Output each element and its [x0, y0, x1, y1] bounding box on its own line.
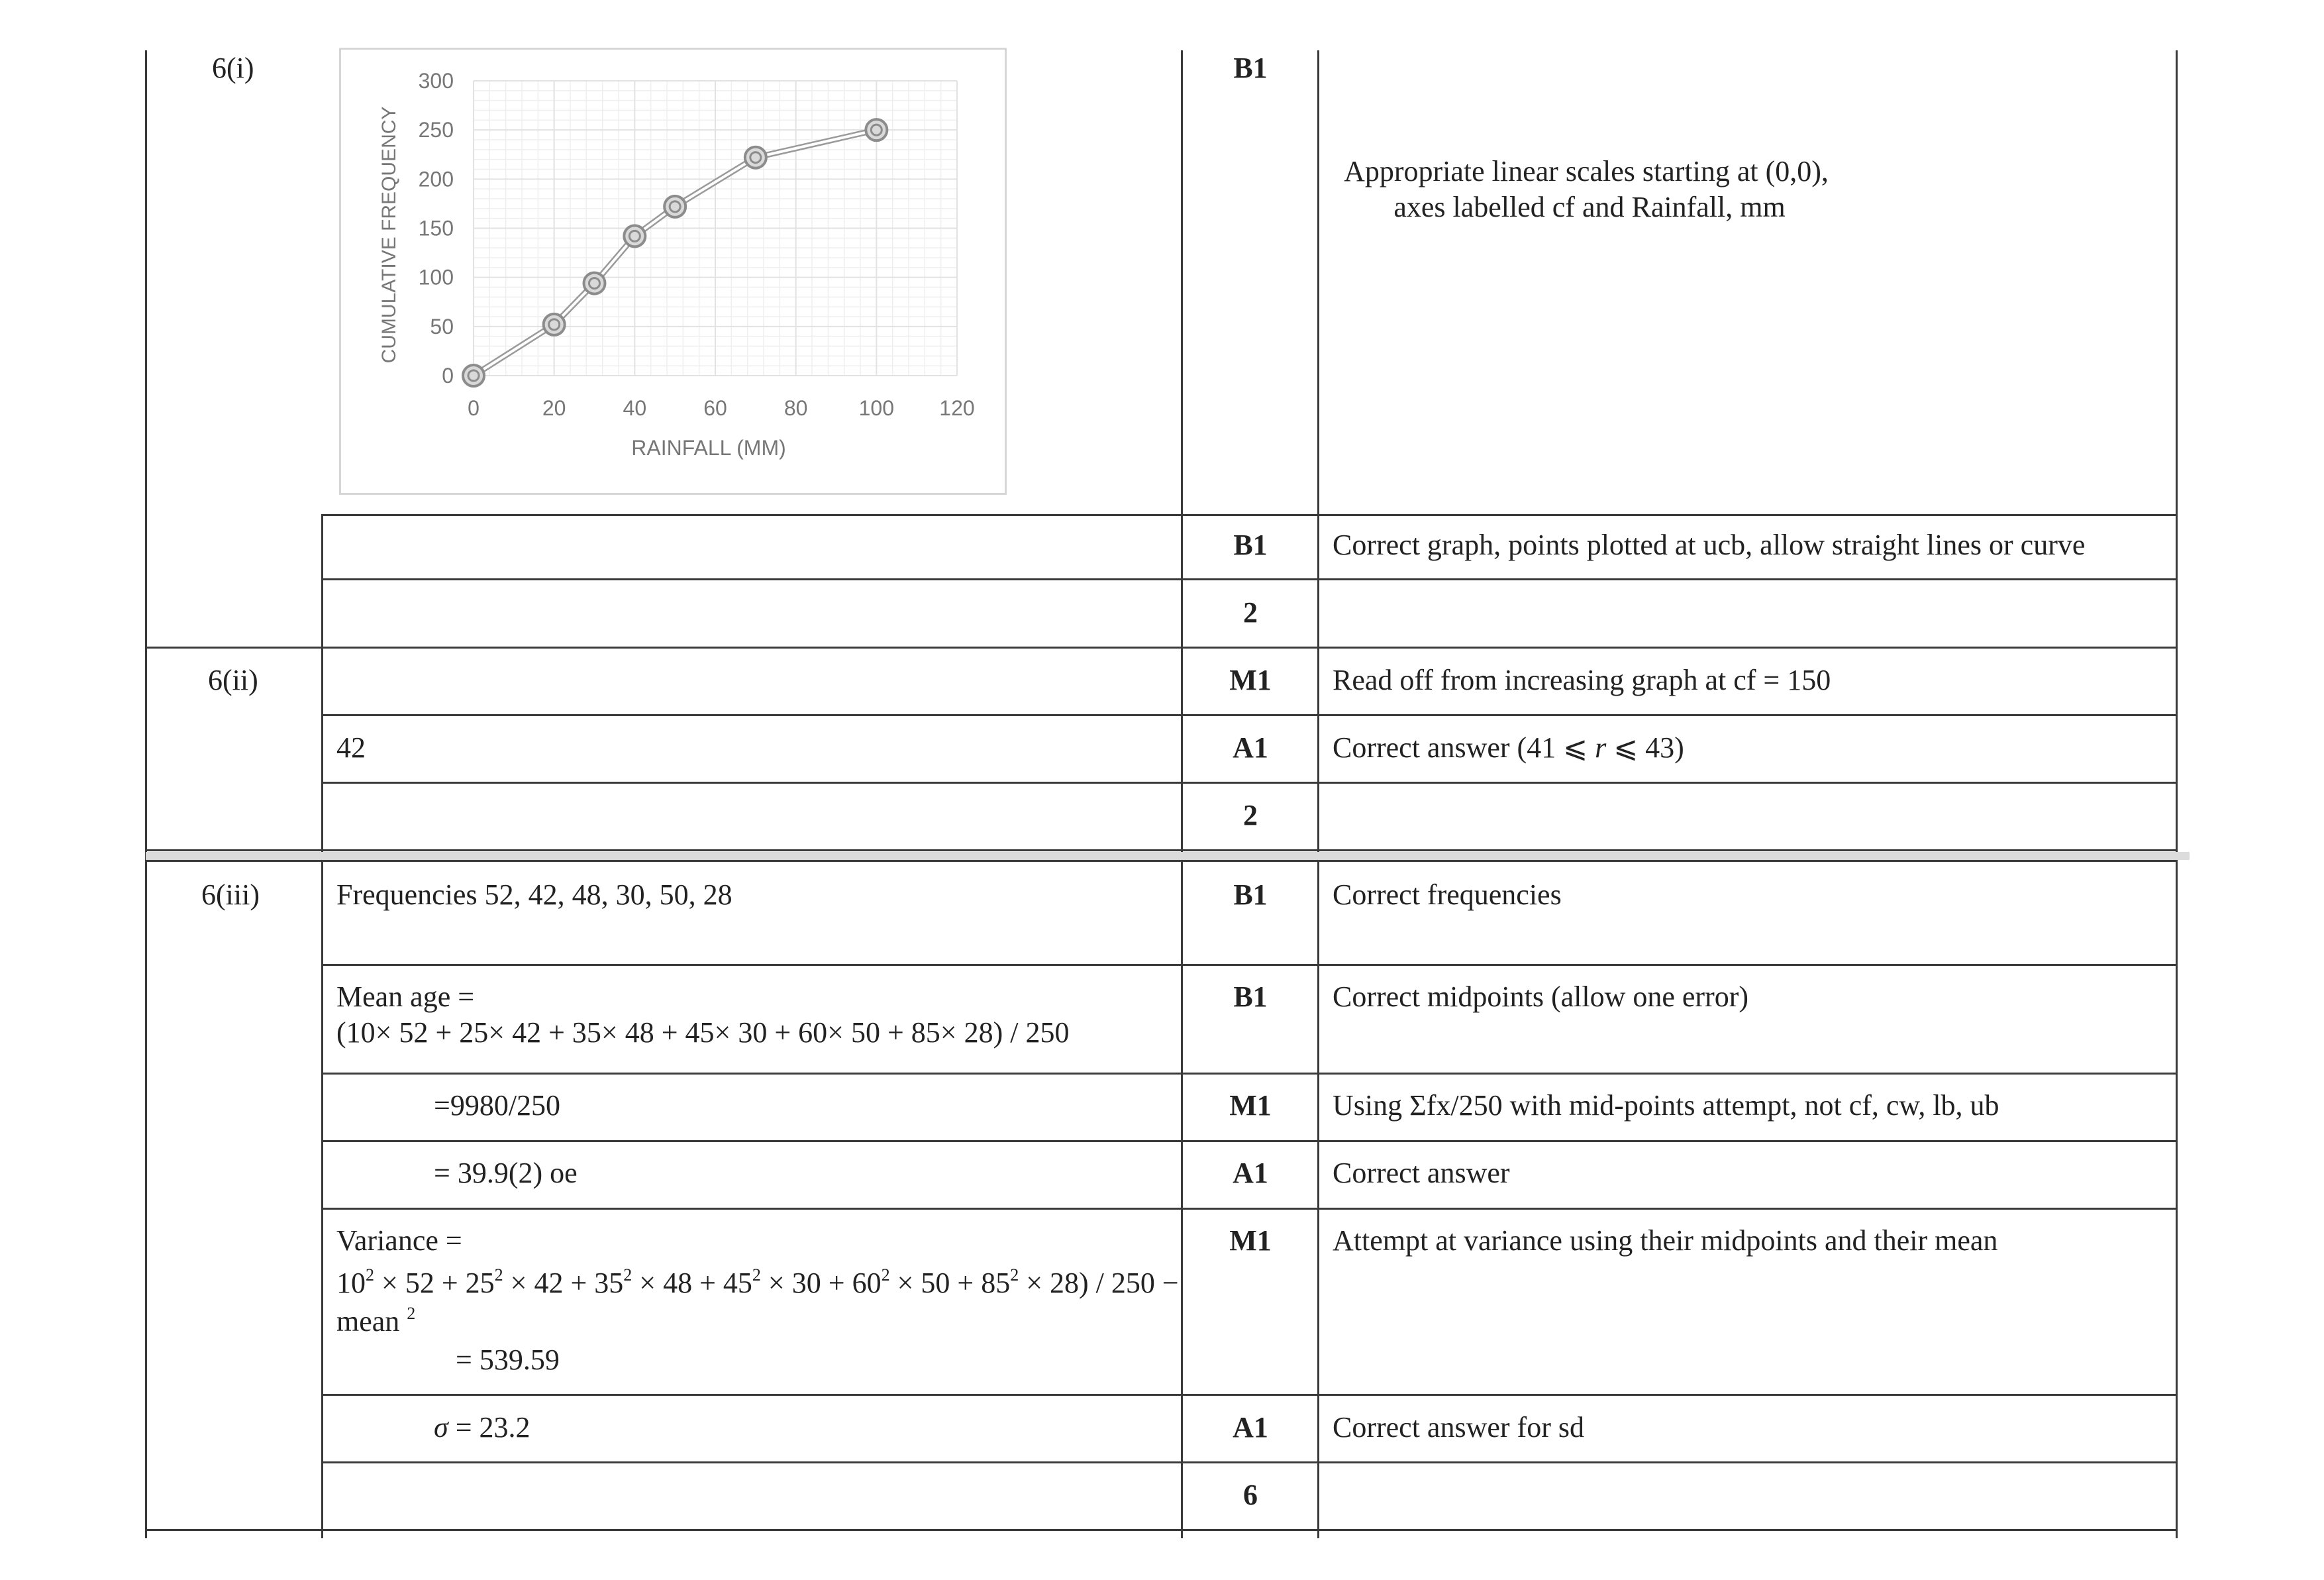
- table-border-question-col: [321, 515, 323, 1538]
- variance-term-tail: × 28) / 250 −: [1019, 1267, 1179, 1299]
- sd-value: = 23.2: [448, 1411, 530, 1444]
- variance-term-base: 10: [336, 1267, 366, 1299]
- mark-6i-1: B1: [1233, 52, 1268, 84]
- total-6ii: 2: [1243, 799, 1258, 831]
- answer-6iii-variance-value: = 539.59: [456, 1343, 560, 1376]
- comment-6ii-2-pre: Correct answer (41 ⩽: [1333, 731, 1595, 764]
- comment-6iii-3: Using Σfx/250 with mid-points attempt, not cf, cw, lb, ub: [1333, 1089, 1999, 1122]
- comment-6ii-2-post: ⩽ 43): [1606, 731, 1684, 764]
- comment-6ii-1: Read off from increasing graph at cf = 150: [1333, 664, 1831, 696]
- total-6i: 2: [1243, 596, 1258, 629]
- row-line-i-1: [321, 514, 2178, 516]
- mean-exponent: 2: [407, 1304, 416, 1323]
- variance-term-tail: × 30 +: [760, 1267, 852, 1299]
- mean-text: mean: [336, 1305, 400, 1338]
- answer-6iii-mean-expression: (10× 52 + 25× 42 + 35× 48 + 45× 30 + 60× 50 + 85× 28) / 250: [336, 1016, 1070, 1049]
- comment-6iii-1: Correct frequencies: [1333, 878, 1562, 911]
- chart-svg: [341, 50, 1005, 493]
- data-point: [745, 147, 766, 168]
- comment-6iii-6: Correct answer for sd: [1333, 1411, 1584, 1444]
- mark-6i-2: B1: [1233, 529, 1268, 561]
- data-point: [664, 196, 685, 217]
- table-border-right: [2176, 50, 2178, 1538]
- data-point: [463, 365, 484, 386]
- row-line-iii-4: [321, 1208, 2178, 1210]
- table-border-bottom: [145, 1529, 2178, 1531]
- comment-6i-2: Correct graph, points plotted at ucb, allow straight lines or curve: [1333, 529, 2086, 561]
- x-tick-label: 20: [542, 396, 566, 420]
- total-6iii: 6: [1243, 1479, 1258, 1511]
- answer-6iii-variance-mean-squared: [336, 1304, 415, 1340]
- mark-6ii-2: A1: [1233, 731, 1268, 764]
- answer-6iii-frequencies: Frequencies 52, 42, 48, 30, 50, 28: [336, 878, 733, 911]
- variance-term-exponent: 2: [623, 1265, 632, 1285]
- y-tick-label: 50: [430, 314, 454, 339]
- y-tick-label: 150: [418, 216, 454, 240]
- mark-6iii-6: A1: [1233, 1411, 1268, 1444]
- variance-term-base: 85: [981, 1267, 1011, 1299]
- y-tick-label: 250: [418, 118, 454, 142]
- comment-6ii-2: [1333, 730, 1684, 766]
- table-border-answer-left-i: [321, 514, 323, 647]
- comment-6i-1-line2: axes labelled cf and Rainfall, mm: [1393, 191, 1786, 223]
- variance-term-base: 25: [465, 1267, 495, 1299]
- x-tick-label: 0: [468, 396, 480, 420]
- data-point: [584, 273, 605, 294]
- row-line-iii-top: [145, 860, 2178, 862]
- cumulative-frequency-chart: [339, 48, 1007, 495]
- x-tick-label: 60: [703, 396, 727, 420]
- table-border-left: [145, 50, 147, 1538]
- variance-term-exponent: 2: [881, 1265, 890, 1285]
- answer-6iii-variance-expression: [336, 1265, 1179, 1301]
- answer-6ii: 42: [336, 731, 366, 764]
- row-line-iii-6: [321, 1461, 2178, 1463]
- x-tick-label: 100: [858, 396, 895, 420]
- table-border-marks-col: [1317, 50, 1319, 1538]
- row-line-i-3: [145, 647, 2178, 649]
- row-line-iii-1: [321, 964, 2178, 966]
- answer-6iii-variance-label: Variance =: [336, 1224, 462, 1257]
- mark-6iii-1: B1: [1233, 878, 1268, 911]
- question-label-6i: 6(i): [212, 52, 254, 84]
- x-tick-label: 120: [939, 396, 975, 420]
- answer-6iii-sum: =9980/250: [434, 1089, 561, 1122]
- row-line-iii-3: [321, 1140, 2178, 1142]
- variance-term-exponent: 2: [494, 1265, 503, 1285]
- comment-6iii-5: Attempt at variance using their midpoints and their mean: [1333, 1224, 1998, 1257]
- row-line-i-2: [321, 578, 2178, 580]
- row-line-ii-2: [321, 782, 2178, 784]
- row-line-iii-5: [321, 1394, 2178, 1396]
- variable-r: r: [1595, 731, 1607, 764]
- answer-6iii-mean: = 39.9(2) oe: [434, 1157, 578, 1189]
- y-tick-label: 100: [418, 265, 454, 290]
- mark-6iii-3: M1: [1229, 1089, 1272, 1122]
- row-line-iii-2: [321, 1073, 2178, 1075]
- mark-6ii-1: M1: [1229, 664, 1272, 696]
- y-tick-label: 200: [418, 167, 454, 191]
- row-line-ii-3: [145, 849, 2178, 851]
- row-line-ii-1: [321, 714, 2178, 716]
- variance-term-exponent: 2: [1010, 1265, 1019, 1285]
- x-tick-label: 40: [623, 396, 647, 420]
- section-separator: [146, 852, 2190, 860]
- series-line-inner: [474, 130, 876, 376]
- comment-6i-1-line1: Appropriate linear scales starting at (0,0),: [1344, 155, 1829, 187]
- question-label-6ii: 6(ii): [208, 664, 258, 696]
- y-tick-label: 0: [442, 364, 454, 388]
- mark-6iii-2: B1: [1233, 980, 1268, 1013]
- mark-6iii-5: M1: [1229, 1224, 1272, 1257]
- data-point: [544, 314, 565, 335]
- answer-6iii-mean-label: Mean age =: [336, 980, 475, 1013]
- variance-term-tail: × 42 +: [503, 1267, 595, 1299]
- variance-term-base: 60: [852, 1267, 882, 1299]
- variance-term-base: 45: [723, 1267, 752, 1299]
- variance-term-tail: × 50 +: [889, 1267, 982, 1299]
- data-point: [624, 225, 645, 246]
- table-border-answer-col: [1181, 50, 1183, 1538]
- question-label-6iii: 6(iii): [201, 878, 260, 911]
- variance-term-tail: × 52 +: [374, 1267, 466, 1299]
- data-point: [866, 119, 887, 140]
- y-tick-label: 300: [418, 69, 454, 93]
- variance-term-base: 35: [594, 1267, 624, 1299]
- mark-6iii-4: A1: [1233, 1157, 1268, 1189]
- x-tick-label: 80: [783, 396, 808, 420]
- y-axis-title: CUMULATIVE FREQUENCY: [378, 106, 400, 364]
- variance-term-exponent: 2: [366, 1265, 374, 1285]
- comment-6iii-4: Correct answer: [1333, 1157, 1510, 1189]
- comment-6iii-2: Correct midpoints (allow one error): [1333, 980, 1749, 1013]
- x-axis-title: RAINFALL (MM): [631, 436, 786, 460]
- variance-term-exponent: 2: [752, 1265, 761, 1285]
- answer-6iii-sd: [434, 1410, 530, 1446]
- variance-term-tail: × 48 +: [632, 1267, 723, 1299]
- sigma-symbol: σ: [434, 1411, 448, 1444]
